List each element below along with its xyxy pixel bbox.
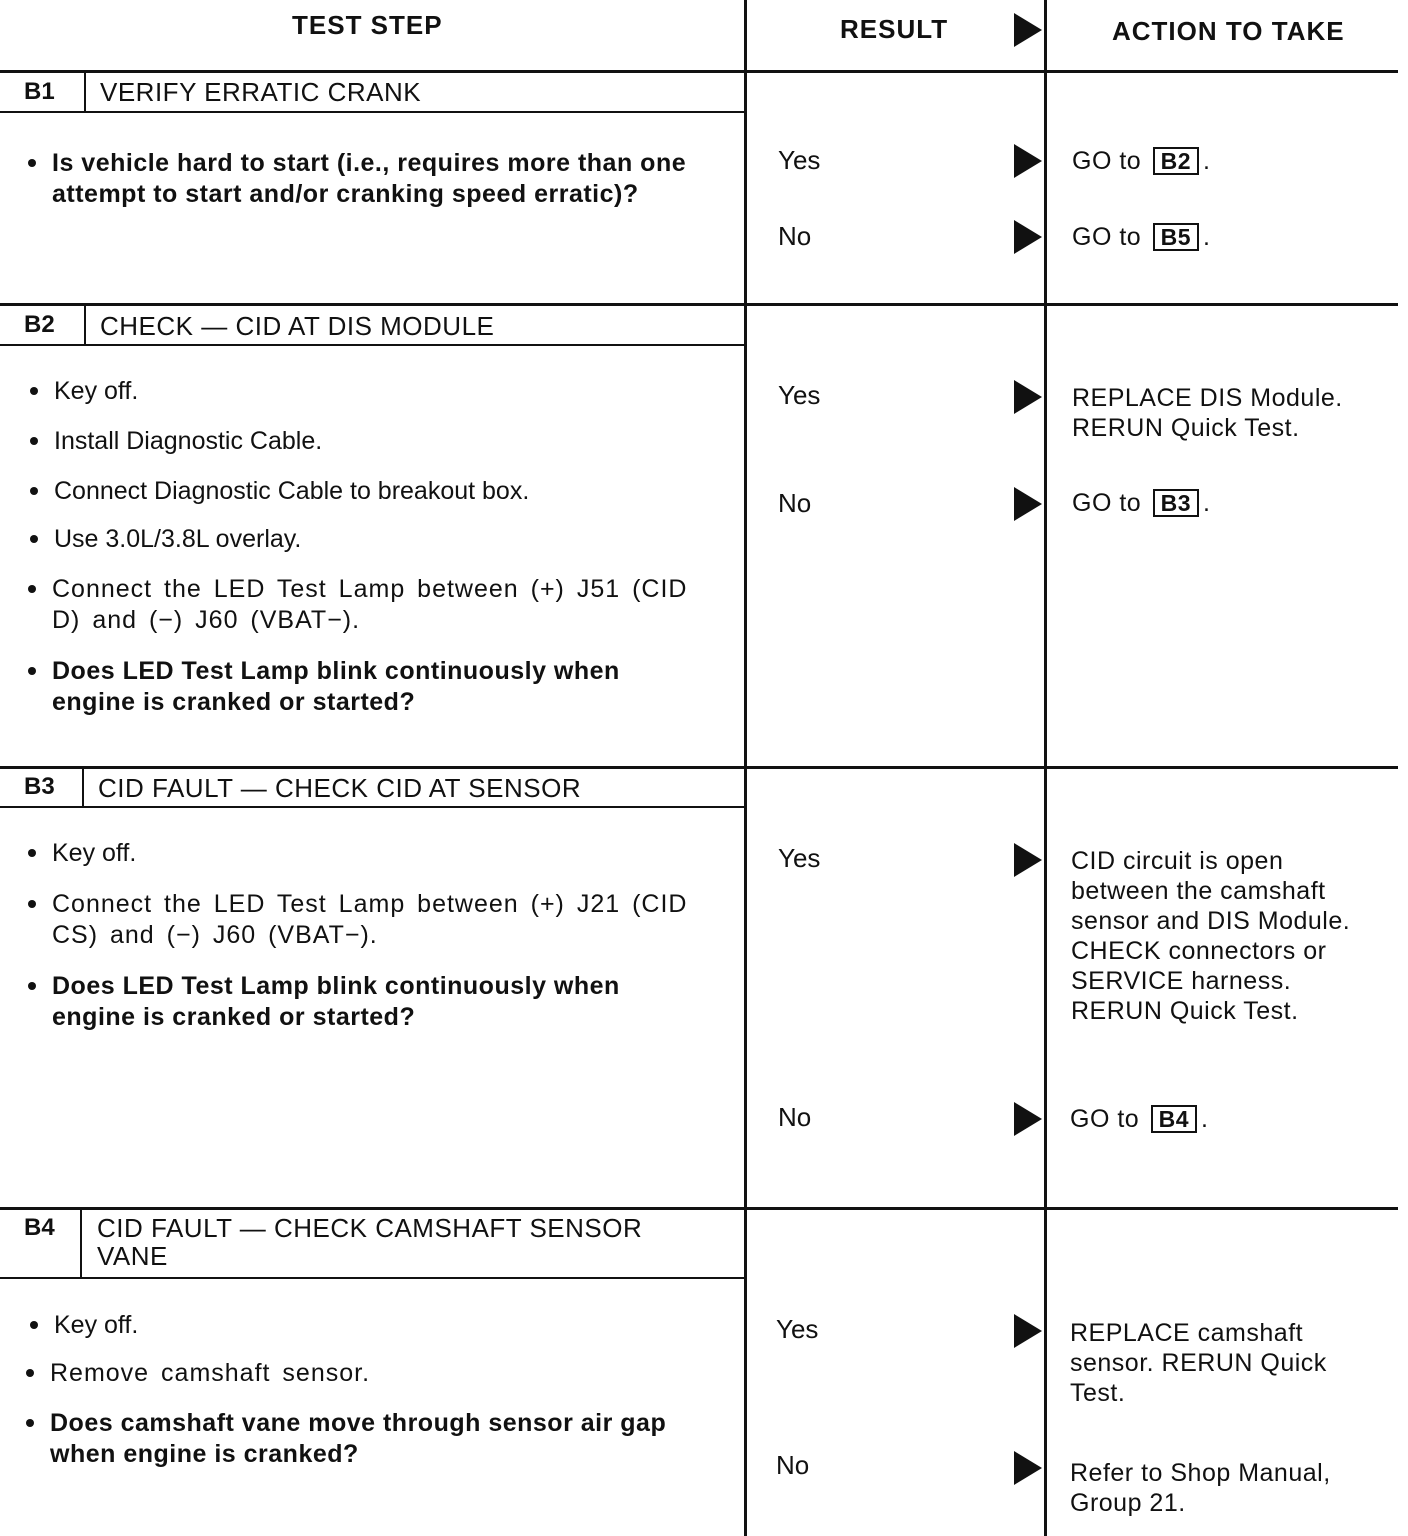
step-bullet: Connect the LED Test Lamp between (+) J21 (CID CS) and (−) J60 (VBAT−).: [52, 889, 692, 951]
bullet-dot-icon: [28, 849, 36, 857]
step-bullet: Connect the LED Test Lamp between (+) J51 (CID D) and (−) J60 (VBAT−).: [52, 574, 692, 636]
ref-box-b3[interactable]: B3: [1153, 489, 1199, 517]
step-bullet: Does LED Test Lamp blink continuously when engine is cranked or started?: [52, 971, 702, 1033]
step-title: CID FAULT — CHECK CAMSHAFT SENSOR VANE: [97, 1213, 643, 1271]
bullet-dot-icon: [30, 487, 38, 495]
step-bullet: Install Diagnostic Cable.: [54, 426, 694, 457]
bullet-dot-icon: [28, 585, 36, 593]
action-text: REPLACE camshaft sensor. RERUN Quick Test.: [1070, 1319, 1327, 1407]
step-bullet: Key off.: [54, 1310, 694, 1341]
bullet-dot-icon: [28, 159, 36, 167]
bullet-dot-icon: [30, 387, 38, 395]
step-bullet: Does camshaft vane move through sensor air gap when engine is cranked?: [50, 1408, 700, 1470]
ref-box-b5[interactable]: B5: [1153, 223, 1199, 251]
step-title: VERIFY ERRATIC CRANK: [100, 77, 422, 107]
action-text: CID circuit is open between the camshaft sensor and DIS Module. CHECK connectors or SERVICE harness. RERUN Quick Test.: [1071, 847, 1351, 1025]
arrow-icon: [1014, 144, 1042, 178]
result-no: No: [778, 1102, 812, 1132]
header-test-step: TEST STEP: [292, 10, 443, 40]
step-code: B3: [24, 773, 55, 800]
result-no: No: [778, 488, 812, 518]
b1-bottom-rule: [0, 303, 1398, 306]
step-title: CHECK — CID AT DIS MODULE: [100, 311, 495, 341]
result-no: No: [778, 221, 812, 251]
step-bullet: Connect Diagnostic Cable to breakout box.: [54, 476, 694, 507]
bullet-dot-icon: [28, 982, 36, 990]
step-bullet: Does LED Test Lamp blink continuously when engine is cranked or started?: [52, 656, 702, 718]
step-bullet: Is vehicle hard to start (i.e., requires more than one attempt to start and/or cranking speed erratic)?: [52, 148, 692, 210]
b2-title-rule: [0, 344, 745, 346]
ref-box-b2[interactable]: B2: [1153, 147, 1199, 175]
bullet-dot-icon: [28, 900, 36, 908]
bullet-dot-icon: [30, 437, 38, 445]
bullet-dot-icon: [26, 1369, 34, 1377]
step-title: CID FAULT — CHECK CID AT SENSOR: [98, 773, 582, 803]
action-goto: GO to B5 .: [1072, 223, 1211, 251]
b2-bottom-rule: [0, 766, 1398, 769]
arrow-icon: [1014, 843, 1042, 877]
b3-bottom-rule: [0, 1207, 1398, 1210]
step-bullet: Key off.: [54, 376, 694, 407]
action-goto: GO to B3 .: [1072, 489, 1211, 517]
action-goto: GO to B4 .: [1070, 1105, 1209, 1133]
action-goto: GO to B2 .: [1072, 147, 1211, 175]
ref-box-b4[interactable]: B4: [1151, 1105, 1197, 1133]
arrow-icon: [1014, 380, 1042, 414]
step-code: B2: [24, 311, 55, 338]
arrow-icon: [1014, 220, 1042, 254]
arrow-icon: [1014, 1102, 1042, 1136]
header-result: RESULT: [840, 14, 949, 44]
arrow-icon: [1014, 1451, 1042, 1485]
result-yes: Yes: [778, 380, 821, 410]
bullet-dot-icon: [30, 535, 38, 543]
action-text: REPLACE DIS Module. RERUN Quick Test.: [1072, 384, 1343, 442]
bullet-dot-icon: [26, 1419, 34, 1427]
action-text: Refer to Shop Manual, Group 21.: [1070, 1459, 1331, 1517]
step-code: B1: [24, 78, 55, 105]
result-no: No: [776, 1450, 810, 1480]
step-bullet: Use 3.0L/3.8L overlay.: [54, 524, 694, 555]
header-bottom-rule: [0, 70, 1398, 73]
result-yes: Yes: [778, 145, 821, 175]
bullet-dot-icon: [30, 1321, 38, 1329]
result-yes: Yes: [778, 843, 821, 873]
step-bullet: Remove camshaft sensor.: [50, 1358, 690, 1389]
b1-title-rule: [0, 111, 745, 113]
b3-title-rule: [0, 806, 745, 808]
bullet-dot-icon: [28, 667, 36, 675]
step-bullet: Key off.: [52, 838, 692, 869]
arrow-icon: [1014, 1314, 1042, 1348]
b4-title-rule: [0, 1277, 745, 1279]
header-action: ACTION TO TAKE: [1112, 16, 1345, 46]
header-arrow-icon: [1014, 13, 1042, 47]
result-yes: Yes: [776, 1314, 819, 1344]
arrow-icon: [1014, 487, 1042, 521]
step-code: B4: [24, 1214, 55, 1241]
